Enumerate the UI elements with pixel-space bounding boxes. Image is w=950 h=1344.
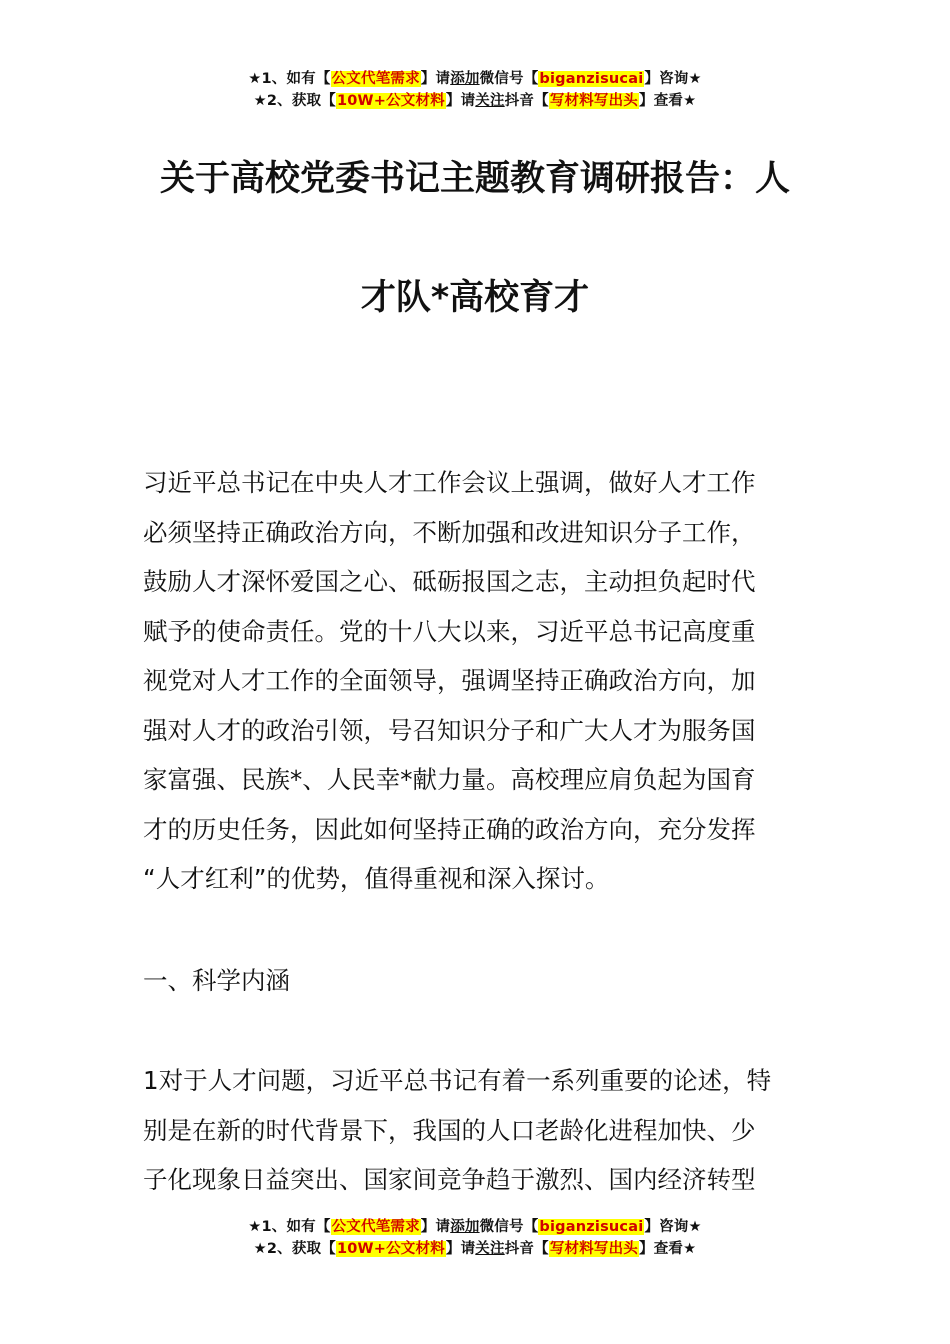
banner-text: 】咨询★ [644,1219,702,1235]
banner-underlined: 关注 [475,1241,505,1257]
banner-text: 】请 [420,1219,451,1235]
banner-line-1 [0,68,950,90]
banner-highlight: 10W+公文材料 [336,93,445,109]
banner-highlight: 10W+公文材料 [336,1241,445,1257]
paragraph-line: 习近平总书记在中央人才工作会议上强调，做好人才工作 [143,468,756,497]
banner-text: 微信号【 [479,71,539,87]
banner-line-2 [0,1238,950,1260]
banner-highlight: biganzisucai [539,71,644,87]
banner-highlight: 公文代笔需求 [331,71,420,87]
footer-banner [0,1216,950,1260]
paragraph-line: 家富强、民族*、人民幸*献力量。高校理应肩负起为国育 [143,765,756,794]
banner-text: 抖音【 [504,93,549,109]
paragraph-line: 1对于人才问题，习近平总书记有着一系列重要的论述，特 [143,1066,772,1095]
banner-text: 】请 [420,71,451,87]
banner-text: 】请 [445,1241,476,1257]
paragraph-line: 子化现象日益突出、国家间竞争趋于激烈、国内经济转型 [143,1165,756,1194]
paragraph-intro [143,458,813,904]
banner-text: ★1、如有【 [248,1219,331,1235]
banner-text: 】请 [445,93,476,109]
paragraph-line: 必须坚持正确政治方向，不断加强和改进知识分子工作， [143,517,756,547]
banner-highlight: 公文代笔需求 [331,1219,420,1235]
paragraph-line: 才的历史任务，因此如何坚持正确的政治方向，充分发挥 [143,814,756,844]
paragraph-line: 鼓励人才深怀爱国之心、砥砺报国之志，主动担负起时代 [143,567,756,596]
paragraph-line: 强对人才的政治引领，号召知识分子和广大人才为服务国 [143,715,756,745]
paragraph-line: “人才红利”的优势，值得重视和深入探讨。 [143,864,610,893]
paragraph-line: 别是在新的时代背景下，我国的人口老龄化进程加快、少 [143,1115,756,1145]
banner-highlight: 写材料写出头 [549,1241,639,1257]
banner-line-1 [0,1216,950,1238]
banner-text: 】咨询★ [644,71,702,87]
banner-line-2 [0,90,950,112]
banner-underlined: 关注 [475,93,505,109]
section-heading: 一、科学内涵 [143,966,290,995]
banner-text: ★2、获取【 [253,1241,336,1257]
banner-text: ★2、获取【 [253,93,336,109]
banner-text: ★1、如有【 [248,71,331,87]
header-banner [0,68,950,112]
banner-text: 】查看★ [639,93,697,109]
banner-underlined: 添加 [450,1219,480,1235]
banner-text: 抖音【 [504,1241,549,1257]
document-title-line-2: 才队*高校育才 [360,278,590,318]
banner-text: 】查看★ [639,1241,697,1257]
banner-underlined: 添加 [450,71,480,87]
banner-text: 微信号【 [479,1219,539,1235]
banner-highlight: biganzisucai [539,1219,644,1235]
banner-highlight: 写材料写出头 [549,93,639,109]
document-title-line-1: 关于高校党委书记主题教育调研报告：人 [159,159,790,199]
paragraph-line: 赋予的使命责任。党的十八大以来，习近平总书记高度重 [143,616,756,646]
paragraph-line: 视党对人才工作的全面领导，强调坚持正确政治方向，加 [143,666,756,695]
paragraph-section-1 [143,1056,813,1205]
